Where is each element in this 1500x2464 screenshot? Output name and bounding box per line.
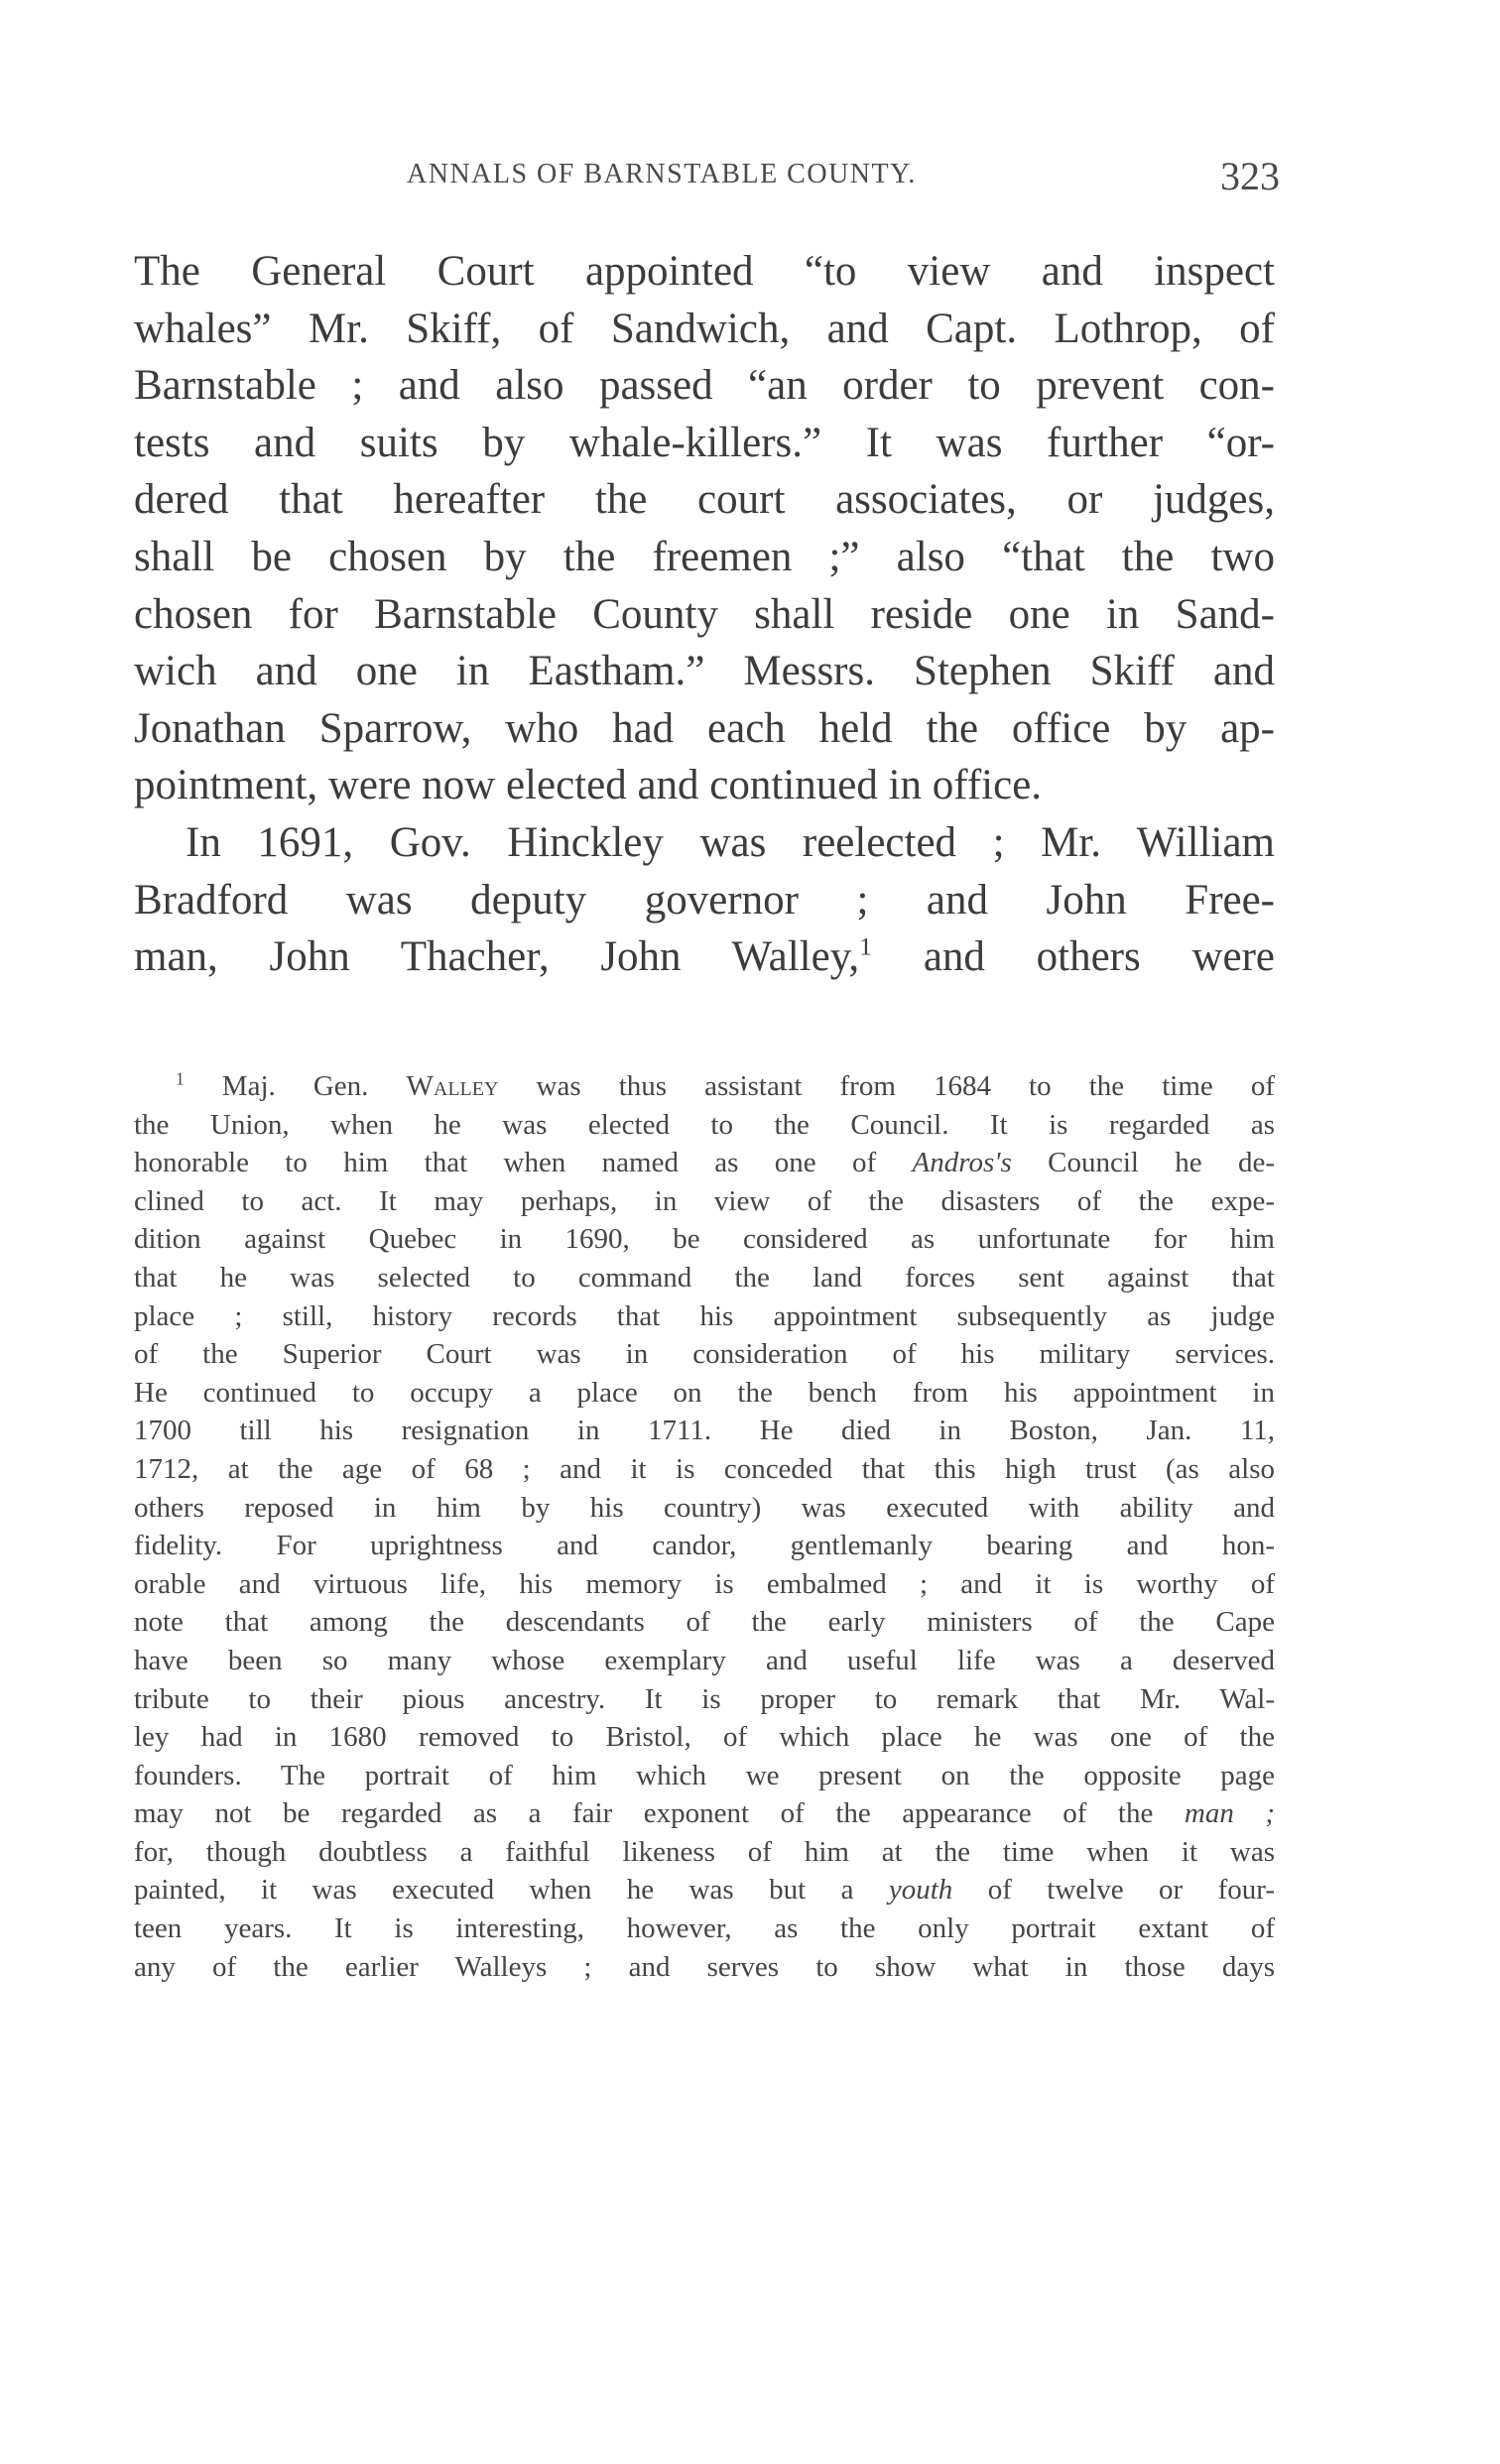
page-number: 323: [1220, 154, 1280, 198]
body-line: In 1691, Gov. Hinckley was reelected ; Mr. William: [186, 818, 1275, 866]
footnote-line: [134, 1794, 1275, 1833]
footnote-line: have been so many whose exemplary and useful life was a deserved: [134, 1644, 1275, 1676]
footnote-text: Council he de-: [1048, 1147, 1276, 1179]
page-header: [407, 154, 1280, 198]
footnote-line: note that among the descendants of the early ministers of the Cape: [134, 1606, 1275, 1639]
body-line: shall be chosen by the freemen ;” also “that the two: [134, 533, 1275, 580]
footnote-reference[interactable]: 1: [859, 931, 873, 961]
footnote-line: tribute to their pious ancestry. It is proper to remark that Mr. Wal-: [134, 1682, 1275, 1715]
body-text: [134, 243, 1275, 986]
footnote-line: that he was selected to command the land forces sent against that: [134, 1261, 1275, 1294]
footnote-line: teen years. It is interesting, however, as the only portrait extant of: [134, 1912, 1275, 1945]
footnote-line: for, though doubtless a faithful likeness of him at the time when it was: [134, 1835, 1275, 1868]
footnote-line: [134, 1067, 1275, 1106]
footnote-line: fidelity. For uprightness and candor, gentlemanly bearing and hon-: [134, 1530, 1275, 1562]
footnote-line: of the Superior Court was in consideration of his military services.: [134, 1338, 1275, 1371]
body-line: The General Court appointed “to view and inspect: [134, 248, 1275, 295]
footnote-italic: man ;: [1184, 1797, 1276, 1830]
footnote-text: may not be regarded as a fair exponent of the appearance of the: [134, 1797, 1154, 1830]
footnote-line: clined to act. It may perhaps, in view of the disasters of the expe-: [134, 1184, 1275, 1217]
footnote-line: founders. The portrait of him which we present on the opposite page: [134, 1759, 1275, 1791]
footnote-line: [134, 1144, 1275, 1182]
footnote-text: painted, it was executed when he was but a: [134, 1874, 854, 1907]
body-line: Bradford was deputy governor ; and John Free-: [134, 876, 1275, 924]
footnote-line: dition against Quebec in 1690, be considered as unfortunate for him: [134, 1223, 1275, 1256]
footnote-line: others reposed in him by his country) was executed with ability and: [134, 1491, 1275, 1524]
body-line-text: and others were: [923, 933, 1275, 981]
footnote-italic: Andros's: [912, 1147, 1012, 1179]
footnote-line: ley had in 1680 removed to Bristol, of which place he was one of the: [134, 1721, 1275, 1754]
body-line-text: man, John Thacher, John Walley,: [134, 933, 860, 981]
footnote-line: place ; still, history records that his appointment subsequently as judge: [134, 1299, 1275, 1332]
footnote-name-smallcaps: Walley: [406, 1070, 499, 1102]
body-line: chosen for Barnstable County shall reside one in Sand-: [134, 590, 1275, 638]
footnote-line: [134, 1871, 1275, 1910]
footnote-text: honorable to him that when named as one of: [134, 1147, 877, 1179]
footnote-line: orable and virtuous life, his memory is embalmed ; and it is worthy of: [134, 1567, 1275, 1600]
body-line: wich and one in Eastham.” Messrs. Stephen Skiff and: [134, 648, 1275, 695]
body-line: tests and suits by whale-killers.” It was further “or-: [134, 419, 1275, 466]
body-line: pointment, were now elected and continued in office.: [134, 762, 1043, 809]
body-line: dered that hereafter the court associates, or judges,: [134, 476, 1275, 524]
body-line-with-footnote-ref: [134, 928, 1275, 986]
body-line: Barnstable ; and also passed “an order to prevent con-: [134, 362, 1275, 410]
footnote-line: the Union, when he was elected to the Council. It is regarded as: [134, 1108, 1275, 1141]
body-line: Jonathan Sparrow, who had each held the office by ap-: [134, 704, 1275, 752]
footnote: [134, 1067, 1275, 1986]
footnote-line: He continued to occupy a place on the bench from his appointment in: [134, 1376, 1275, 1409]
footnote-line: 1700 till his resignation in 1711. He died in Boston, Jan. 11,: [134, 1415, 1275, 1447]
footnote-text: Maj. Gen.: [221, 1070, 369, 1102]
footnote-line: any of the earlier Walleys ; and serves to show what in those days: [134, 1950, 1275, 1983]
footnote-line: 1712, at the age of 68 ; and it is conceded that this high trust (as also: [134, 1452, 1275, 1485]
footnote-text: was thus assistant from 1684 to the time of: [536, 1070, 1276, 1102]
running-head: ANNALS OF BARNSTABLE COUNTY.: [407, 159, 917, 189]
footnote-italic: youth: [888, 1874, 953, 1907]
body-line: whales” Mr. Skiff, of Sandwich, and Capt. Lothrop, of: [134, 305, 1275, 352]
footnote-text: of twelve or four-: [987, 1874, 1275, 1907]
footnote-mark: 1: [176, 1068, 185, 1089]
